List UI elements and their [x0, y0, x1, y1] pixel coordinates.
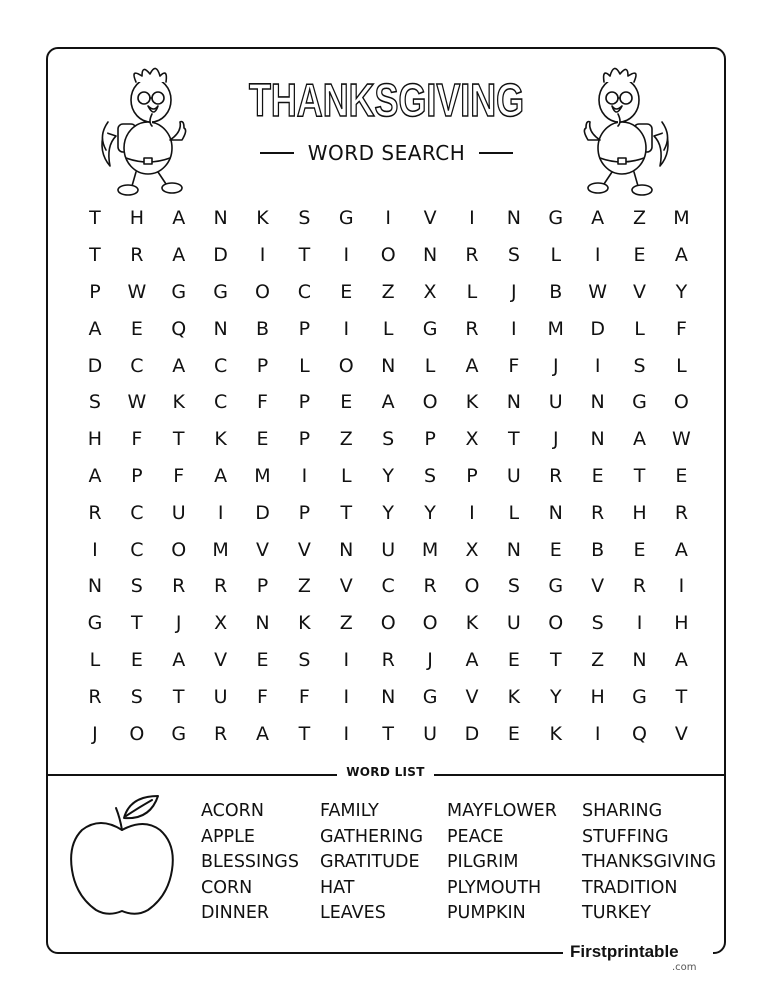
grid-letter: P: [298, 428, 311, 451]
grid-letter: U: [423, 722, 438, 745]
word-list-item: TRADITION: [582, 877, 678, 898]
grid-letter: G: [548, 207, 564, 230]
grid-letter: Z: [381, 280, 395, 303]
grid-letter: C: [130, 538, 144, 561]
grid-letter: R: [88, 501, 102, 524]
grid-letter: I: [343, 317, 350, 340]
word-list-item: PLYMOUTH: [447, 877, 542, 898]
grid-letter: C: [130, 501, 144, 524]
grid-letter: A: [88, 464, 102, 487]
grid-letter: T: [549, 648, 562, 671]
grid-letter: Q: [171, 317, 187, 340]
grid-letter: T: [172, 685, 185, 708]
grid-letter: N: [87, 575, 103, 598]
grid-letter: V: [339, 575, 353, 598]
grid-row: [74, 715, 702, 752]
grid-letter: I: [594, 354, 601, 377]
grid-letter: F: [675, 317, 687, 340]
grid-letter: J: [427, 648, 433, 671]
grid-letter: O: [548, 612, 564, 635]
grid-letter: T: [131, 612, 143, 635]
grid-letter: U: [171, 501, 186, 524]
grid-letter: N: [506, 538, 521, 561]
page-title: THANKSGIVING: [248, 74, 525, 126]
word-column-3: [447, 799, 557, 927]
word-list-item: HAT: [320, 877, 355, 898]
grid-row: [74, 384, 702, 421]
grid-letter: O: [422, 612, 438, 635]
grid-letter: E: [256, 648, 269, 671]
grid-letter: R: [88, 685, 102, 708]
word-list-item: THANKSGIVING: [582, 852, 717, 873]
grid-letter: G: [632, 685, 647, 708]
grid-letter: I: [594, 722, 601, 745]
word-list-label: WORD LIST: [346, 765, 425, 779]
grid-letter: E: [633, 538, 646, 561]
grid-letter: T: [382, 722, 394, 745]
grid-letter: R: [465, 244, 479, 267]
grid-row: [74, 531, 702, 568]
grid-letter: L: [299, 354, 310, 377]
grid-letter: G: [422, 685, 438, 708]
word-list-item: STUFFING: [582, 826, 669, 847]
grid-letter: A: [674, 244, 688, 267]
grid-letter: V: [465, 685, 479, 708]
grid-letter: N: [213, 317, 228, 340]
grid-letter: C: [297, 280, 312, 303]
grid-letter: V: [256, 538, 269, 561]
grid-row: [74, 605, 702, 642]
grid-letter: F: [298, 685, 310, 708]
grid-row: [74, 237, 702, 274]
grid-letter: E: [130, 317, 143, 340]
grid-letter: U: [548, 391, 563, 414]
grid-letter: F: [257, 685, 268, 708]
grid-letter: C: [130, 354, 144, 377]
grid-letter: J: [92, 722, 98, 745]
grid-letter: M: [673, 207, 690, 230]
grid-letter: G: [548, 575, 564, 598]
grid-letter: V: [214, 648, 228, 671]
grid-letter: O: [380, 612, 396, 635]
grid-letter: T: [508, 428, 520, 451]
grid-letter: G: [87, 612, 103, 635]
grid-letter: J: [511, 280, 517, 303]
grid-letter: O: [422, 391, 438, 414]
grid-row: [74, 347, 702, 384]
grid-letter: P: [256, 575, 269, 598]
word-list-item: ACORN: [201, 801, 264, 821]
grid-letter: H: [632, 501, 647, 524]
grid-letter: K: [549, 722, 562, 745]
grid-letter: S: [633, 354, 646, 377]
grid-letter: W: [672, 428, 691, 451]
grid-letter: I: [385, 207, 391, 230]
grid-letter: S: [130, 685, 143, 708]
grid-letter: I: [636, 612, 643, 635]
grid-letter: Y: [424, 501, 436, 524]
grid-letter: K: [298, 612, 311, 635]
grid-letter: Z: [339, 612, 353, 635]
grid-letter: Z: [591, 648, 605, 671]
grid-letter: S: [88, 391, 101, 414]
grid-letter: O: [673, 391, 689, 414]
grid-letter: V: [633, 280, 647, 303]
grid-letter: I: [92, 538, 98, 561]
grid-letter: V: [423, 207, 437, 230]
subtitle-rule-left: [260, 152, 294, 154]
grid-letter: A: [465, 648, 479, 671]
grid-letter: S: [507, 244, 520, 267]
grid-letter: H: [87, 428, 103, 451]
grid-letter: W: [127, 280, 147, 303]
grid-letter: P: [298, 391, 311, 414]
turkey-icon: [574, 62, 674, 202]
grid-letter: I: [469, 207, 475, 230]
grid-letter: A: [674, 648, 688, 671]
letter-grid: [74, 200, 702, 752]
grid-row: [74, 200, 702, 237]
grid-letter: A: [465, 354, 479, 377]
grid-row: [74, 310, 702, 347]
grid-letter: T: [340, 501, 353, 524]
grid-letter: O: [171, 538, 187, 561]
word-list-rule-right: [434, 774, 725, 776]
grid-letter: T: [633, 464, 646, 487]
grid-letter: K: [465, 391, 479, 414]
grid-letter: Z: [633, 207, 647, 230]
grid-letter: X: [214, 612, 228, 635]
grid-letter: I: [343, 685, 350, 708]
grid-letter: L: [550, 244, 562, 267]
grid-letter: E: [340, 391, 353, 414]
grid-letter: K: [214, 428, 227, 451]
grid-letter: E: [549, 538, 562, 561]
grid-letter: R: [549, 464, 563, 487]
grid-letter: T: [89, 207, 101, 230]
grid-letter: K: [465, 612, 479, 635]
grid-letter: U: [213, 685, 228, 708]
grid-letter: M: [254, 464, 271, 487]
grid-letter: F: [131, 428, 143, 451]
grid-letter: A: [172, 354, 186, 377]
word-list-item: APPLE: [201, 826, 255, 847]
grid-letter: Y: [675, 280, 688, 303]
grid-letter: D: [590, 317, 605, 340]
grid-letter: U: [506, 464, 521, 487]
grid-letter: D: [213, 244, 228, 267]
grid-letter: V: [591, 575, 605, 598]
grid-letter: E: [675, 464, 688, 487]
grid-row: [74, 458, 702, 495]
grid-letter: N: [632, 648, 647, 671]
grid-letter: R: [214, 722, 228, 745]
grid-letter: P: [424, 428, 436, 451]
grid-row: [74, 568, 702, 605]
grid-letter: A: [674, 538, 688, 561]
word-list-item: GRATITUDE: [320, 852, 420, 873]
grid-letter: Z: [297, 575, 311, 598]
grid-letter: L: [466, 280, 478, 303]
grid-letter: G: [213, 280, 228, 303]
grid-letter: L: [424, 354, 436, 377]
grid-letter: A: [172, 207, 186, 230]
word-list-item: GATHERING: [320, 826, 424, 847]
word-column-2: [320, 799, 423, 927]
grid-letter: I: [301, 464, 308, 487]
grid-letter: P: [89, 280, 101, 303]
grid-letter: C: [213, 354, 228, 377]
grid-letter: A: [381, 391, 395, 414]
grid-letter: Y: [382, 501, 394, 524]
grid-letter: A: [591, 207, 605, 230]
grid-letter: A: [256, 722, 269, 745]
grid-letter: G: [171, 722, 187, 745]
brand-suffix: .com: [672, 962, 697, 973]
word-list-item: PEACE: [447, 826, 504, 847]
grid-letter: D: [87, 354, 103, 377]
grid-letter: S: [298, 648, 311, 671]
grid-letter: O: [338, 354, 354, 377]
grid-letter: R: [172, 575, 186, 598]
grid-letter: L: [676, 354, 687, 377]
grid-letter: S: [591, 612, 604, 635]
word-list-item: TURKEY: [582, 903, 651, 924]
grid-letter: T: [675, 685, 688, 708]
grid-letter: T: [298, 244, 311, 267]
grid-letter: S: [130, 575, 143, 598]
grid-letter: X: [465, 538, 479, 561]
grid-letter: I: [343, 244, 350, 267]
grid-letter: P: [298, 317, 311, 340]
word-list-item: MAYFLOWER: [447, 801, 557, 821]
grid-letter: Q: [632, 722, 647, 745]
grid-letter: L: [340, 464, 352, 487]
grid-letter: U: [506, 612, 521, 635]
grid-letter: N: [381, 354, 396, 377]
word-column-4: [582, 799, 716, 927]
grid-letter: I: [343, 722, 350, 745]
grid-letter: Y: [382, 464, 394, 487]
grid-letter: F: [173, 464, 185, 487]
grid-letter: I: [511, 317, 517, 340]
grid-letter: H: [674, 612, 689, 635]
grid-row: [74, 274, 702, 311]
grid-letter: I: [594, 244, 601, 267]
grid-letter: D: [255, 501, 270, 524]
word-list-item: SHARING: [582, 801, 663, 821]
word-list-item: CORN: [201, 877, 253, 898]
grid-row: [74, 421, 702, 458]
grid-letter: L: [382, 317, 394, 340]
grid-letter: P: [298, 501, 311, 524]
grid-letter: P: [131, 464, 143, 487]
word-list-item: BLESSINGS: [201, 852, 299, 873]
grid-letter: R: [632, 575, 647, 598]
grid-row: [74, 642, 702, 679]
grid-letter: B: [591, 538, 605, 561]
brand-logo: Firstprintable: [570, 942, 679, 961]
word-list-item: PUMPKIN: [447, 903, 526, 924]
grid-letter: R: [130, 244, 144, 267]
grid-letter: E: [507, 648, 520, 671]
grid-letter: P: [256, 354, 269, 377]
grid-letter: N: [506, 207, 521, 230]
grid-letter: G: [338, 207, 354, 230]
grid-letter: R: [674, 501, 689, 524]
grid-letter: E: [591, 464, 604, 487]
grid-letter: A: [172, 244, 186, 267]
grid-letter: W: [588, 280, 608, 303]
grid-letter: I: [217, 501, 224, 524]
grid-letter: Z: [339, 428, 353, 451]
grid-letter: C: [381, 575, 395, 598]
grid-letter: A: [214, 464, 228, 487]
grid-letter: T: [298, 722, 311, 745]
grid-letter: B: [549, 280, 563, 303]
grid-letter: N: [255, 612, 270, 635]
grid-letter: R: [381, 648, 395, 671]
grid-letter: C: [213, 391, 228, 414]
grid-letter: V: [674, 722, 688, 745]
grid-letter: N: [506, 391, 521, 414]
grid-letter: S: [424, 464, 437, 487]
grid-letter: U: [381, 538, 396, 561]
grid-letter: N: [548, 501, 563, 524]
grid-letter: M: [547, 317, 564, 340]
grid-letter: X: [465, 428, 479, 451]
grid-letter: E: [507, 722, 520, 745]
grid-letter: M: [212, 538, 229, 561]
grid-letter: S: [298, 207, 311, 230]
grid-row: [74, 494, 702, 531]
grid-letter: I: [678, 575, 685, 598]
grid-letter: G: [171, 280, 187, 303]
grid-letter: I: [259, 244, 266, 267]
grid-letter: D: [464, 722, 480, 745]
grid-letter: X: [423, 280, 437, 303]
grid-letter: E: [340, 280, 353, 303]
turkey-icon: [96, 62, 196, 202]
grid-letter: E: [633, 244, 646, 267]
grid-letter: L: [634, 317, 645, 340]
subtitle: WORD SEARCH: [307, 141, 466, 165]
grid-letter: A: [88, 317, 102, 340]
grid-letter: F: [508, 354, 520, 377]
grid-letter: N: [381, 685, 396, 708]
grid-letter: G: [632, 391, 647, 414]
word-list-rule-left: [47, 774, 337, 776]
grid-letter: R: [465, 317, 479, 340]
grid-letter: O: [129, 722, 145, 745]
grid-letter: K: [256, 207, 269, 230]
grid-row: [74, 678, 702, 715]
apple-icon: [64, 790, 184, 918]
grid-letter: O: [255, 280, 270, 303]
grid-letter: G: [422, 317, 438, 340]
grid-letter: I: [469, 501, 475, 524]
grid-letter: V: [297, 538, 311, 561]
grid-letter: B: [255, 317, 270, 340]
grid-letter: W: [127, 391, 147, 414]
grid-letter: J: [175, 612, 182, 635]
grid-letter: K: [172, 391, 185, 414]
grid-letter: E: [130, 648, 143, 671]
grid-letter: I: [343, 648, 350, 671]
grid-letter: J: [552, 428, 559, 451]
grid-letter: Y: [549, 685, 562, 708]
subtitle-rule-right: [479, 152, 513, 154]
grid-letter: R: [214, 575, 228, 598]
grid-letter: R: [591, 501, 605, 524]
grid-letter: K: [507, 685, 521, 708]
grid-letter: H: [129, 207, 144, 230]
grid-letter: T: [172, 428, 185, 451]
grid-letter: N: [339, 538, 354, 561]
grid-letter: E: [256, 428, 269, 451]
grid-letter: N: [213, 207, 228, 230]
word-list-item: DINNER: [201, 903, 270, 924]
grid-letter: S: [507, 575, 520, 598]
grid-letter: O: [464, 575, 480, 598]
grid-letter: N: [590, 428, 605, 451]
word-column-1: [201, 799, 299, 927]
grid-letter: A: [633, 428, 647, 451]
grid-letter: R: [423, 575, 437, 598]
grid-letter: O: [380, 244, 396, 267]
grid-letter: H: [590, 685, 605, 708]
grid-letter: J: [552, 354, 559, 377]
grid-letter: N: [590, 391, 605, 414]
grid-letter: A: [172, 648, 186, 671]
grid-letter: N: [422, 244, 438, 267]
word-list-item: FAMILY: [320, 801, 379, 821]
word-list-item: LEAVES: [320, 903, 386, 924]
grid-letter: L: [89, 648, 101, 671]
grid-letter: F: [257, 391, 268, 414]
grid-letter: M: [421, 538, 439, 561]
grid-letter: P: [466, 464, 478, 487]
word-list-item: PILGRIM: [447, 852, 519, 873]
grid-letter: L: [508, 501, 520, 524]
grid-letter: S: [382, 428, 395, 451]
grid-letter: T: [89, 244, 101, 267]
